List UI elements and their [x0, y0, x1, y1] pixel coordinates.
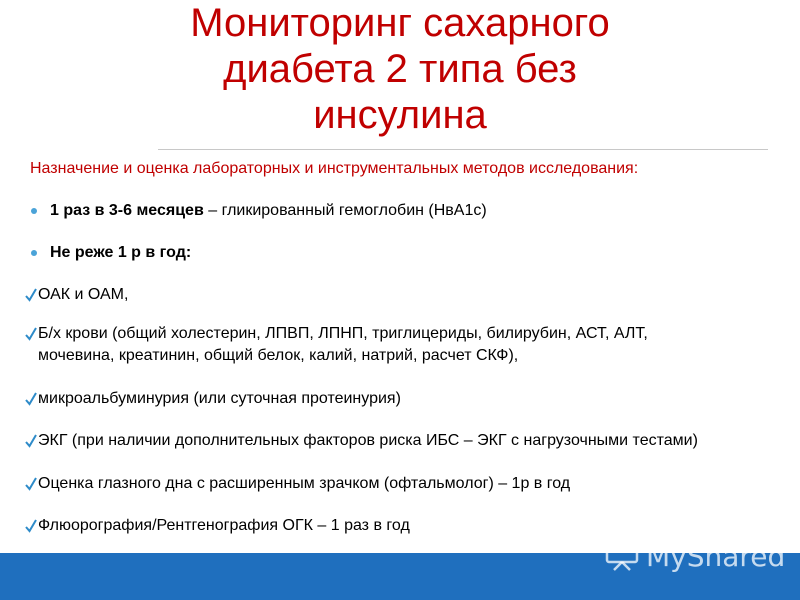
checkmark-icon	[25, 288, 37, 302]
bullet-item-2-bold: Не реже 1 р в год:	[50, 244, 192, 261]
check-item-2-line-1: Б/х крови (общий холестерин, ЛПВП, ЛПНП, триглицериды, билирубин, АСТ, АЛТ,	[38, 325, 648, 342]
check-item-1	[38, 284, 128, 306]
watermark-text: MyShared	[646, 539, 786, 573]
check-item-2-cont	[38, 345, 518, 367]
check-item-4-text: ЭКГ (при наличии дополнительных факторов риска ИБС – ЭКГ с нагрузочными тестами)	[38, 432, 698, 449]
check-item-2-line-2: мочевина, креатинин, общий белок, калий, натрий, расчет СКФ),	[38, 347, 519, 364]
check-item-5	[38, 473, 570, 495]
check-item-6	[38, 515, 410, 537]
bullet-icon	[31, 208, 37, 214]
checkmark-icon	[25, 434, 37, 448]
checkmark-icon	[25, 327, 37, 341]
bullet-icon	[31, 250, 37, 256]
watermark	[604, 536, 785, 576]
section-subtitle: Назначение и оценка лабораторных и инструментальных методов исследования:	[30, 160, 639, 177]
title-line-2: диабета 2 типа без	[223, 47, 577, 91]
check-item-3-text: микроальбуминурия (или суточная протеинурия)	[38, 390, 401, 407]
check-item-1-text: ОАК и ОАМ,	[38, 286, 129, 303]
bullet-item-2	[50, 242, 191, 264]
title-divider	[158, 149, 768, 150]
projector-screen-icon	[604, 541, 640, 571]
title-line-3: инсулина	[313, 93, 487, 137]
checkmark-icon	[25, 519, 37, 533]
checkmark-icon	[25, 392, 37, 406]
bullet-item-1	[50, 200, 487, 222]
checkmark-icon	[25, 477, 37, 491]
bullet-item-1-bold: 1 раз в 3-6 месяцев	[50, 202, 204, 219]
bullet-item-1-text: – гликированный гемоглобин (НвА1с)	[203, 202, 487, 219]
check-item-6-text: Флюорография/Рентгенография ОГК – 1 раз в год	[38, 517, 410, 534]
title-line-1: Мониторинг сахарного	[190, 1, 610, 45]
slide-title	[140, 0, 660, 138]
check-item-2	[38, 323, 648, 345]
check-item-3	[38, 388, 401, 410]
check-item-4	[38, 430, 698, 452]
check-item-5-text: Оценка глазного дна с расширенным зрачком (офтальмолог) – 1р в год	[38, 475, 571, 492]
